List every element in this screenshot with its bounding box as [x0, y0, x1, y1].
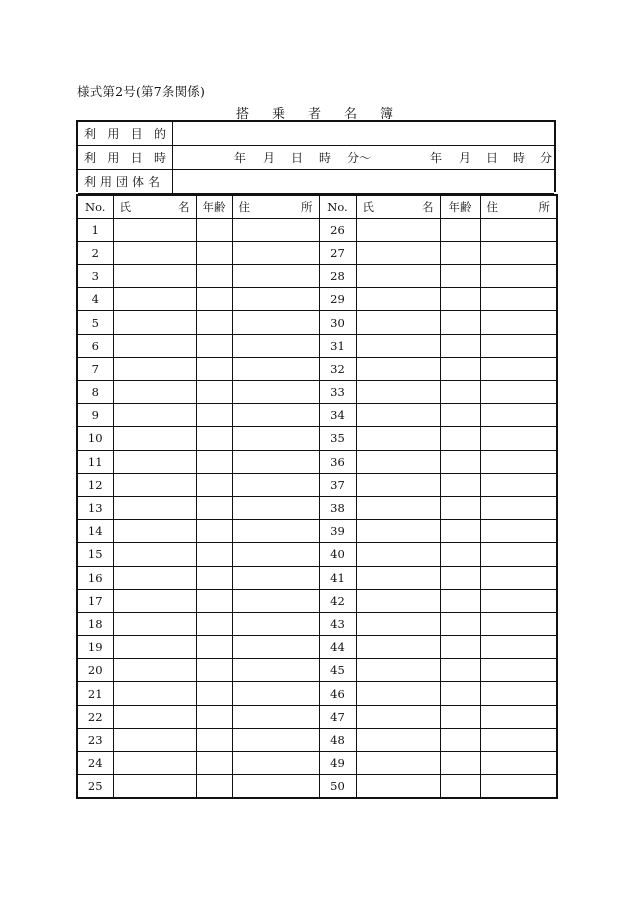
passenger-age-cell[interactable]	[440, 705, 480, 728]
passenger-age-cell[interactable]	[440, 265, 480, 288]
table-row	[77, 381, 557, 404]
header-char: 住	[486, 199, 498, 214]
passenger-address-cell[interactable]	[480, 612, 557, 635]
passenger-address-cell[interactable]	[232, 496, 319, 519]
passenger-name-cell[interactable]	[113, 520, 196, 543]
header-address-left	[232, 195, 319, 218]
passenger-age-cell[interactable]	[440, 543, 480, 566]
passenger-number: 9	[77, 404, 113, 427]
passenger-number: 47	[319, 705, 356, 728]
usage-info-box	[76, 120, 556, 192]
passenger-name-cell[interactable]	[113, 659, 196, 682]
label-char: 的	[153, 127, 166, 141]
passenger-number: 41	[319, 566, 356, 589]
date-row	[78, 146, 554, 170]
passenger-address-cell[interactable]	[480, 705, 557, 728]
passenger-age-cell[interactable]	[440, 589, 480, 612]
passenger-address-cell[interactable]	[232, 427, 319, 450]
group-label-text: 利用団体名	[84, 175, 165, 189]
passenger-number: 32	[319, 357, 356, 380]
header-address-right	[480, 195, 557, 218]
header-char: 氏	[362, 199, 374, 214]
passenger-number: 34	[319, 404, 356, 427]
passenger-name-cell[interactable]	[356, 427, 440, 450]
passenger-number: 12	[77, 473, 113, 496]
passenger-number: 1	[77, 218, 113, 241]
passenger-age-cell[interactable]	[440, 682, 480, 705]
passenger-number: 17	[77, 589, 113, 612]
date-from-hour: 時	[319, 151, 332, 165]
passenger-address-cell[interactable]	[232, 218, 319, 241]
passenger-number: 26	[319, 218, 356, 241]
purpose-label	[78, 122, 173, 145]
passenger-address-cell[interactable]	[232, 288, 319, 311]
group-label	[78, 170, 173, 193]
table-row	[77, 520, 557, 543]
passenger-address-cell[interactable]	[232, 241, 319, 264]
table-row	[77, 241, 557, 264]
header-char: 氏	[119, 199, 131, 214]
passenger-number: 13	[77, 496, 113, 519]
table-row	[77, 566, 557, 589]
passenger-age-cell[interactable]	[440, 450, 480, 473]
passenger-address-cell[interactable]	[480, 311, 557, 334]
passenger-name-cell[interactable]	[113, 311, 196, 334]
passenger-age-cell[interactable]	[440, 381, 480, 404]
passenger-number: 45	[319, 659, 356, 682]
label-char: 用	[107, 151, 120, 165]
date-to-day: 日	[486, 151, 499, 165]
passenger-address-cell[interactable]	[480, 357, 557, 380]
table-row	[77, 496, 557, 519]
table-row	[77, 612, 557, 635]
passenger-address-cell[interactable]	[480, 450, 557, 473]
passenger-address-cell[interactable]	[232, 450, 319, 473]
passenger-address-cell[interactable]	[232, 473, 319, 496]
passenger-address-cell[interactable]	[480, 728, 557, 751]
passenger-age-cell[interactable]	[196, 381, 232, 404]
passenger-number: 3	[77, 265, 113, 288]
passenger-number: 18	[77, 612, 113, 635]
passenger-number: 46	[319, 682, 356, 705]
title-char: 者	[308, 107, 322, 122]
table-header-row	[77, 195, 557, 218]
passenger-address-cell[interactable]	[232, 566, 319, 589]
passenger-address-cell[interactable]	[232, 612, 319, 635]
header-char: 所	[538, 199, 550, 214]
title-char: 搭	[236, 107, 250, 122]
passenger-name-cell[interactable]	[356, 566, 440, 589]
table-row	[77, 450, 557, 473]
passenger-age-cell[interactable]	[196, 659, 232, 682]
passenger-age-cell[interactable]	[440, 241, 480, 264]
passenger-number: 30	[319, 311, 356, 334]
passenger-address-cell[interactable]	[480, 404, 557, 427]
passenger-name-cell[interactable]	[356, 589, 440, 612]
passenger-name-cell[interactable]	[356, 334, 440, 357]
passenger-age-cell[interactable]	[196, 612, 232, 635]
passenger-age-cell[interactable]	[196, 288, 232, 311]
passenger-age-cell[interactable]	[196, 636, 232, 659]
passenger-name-cell[interactable]	[356, 218, 440, 241]
passenger-age-cell[interactable]	[196, 357, 232, 380]
header-name-right	[356, 195, 440, 218]
label-char: 日	[130, 151, 143, 165]
passenger-name-cell[interactable]	[356, 381, 440, 404]
purpose-row	[78, 122, 554, 146]
passenger-name-cell[interactable]	[356, 311, 440, 334]
passenger-number: 49	[319, 752, 356, 775]
passenger-address-cell[interactable]	[480, 775, 557, 798]
passenger-number: 6	[77, 334, 113, 357]
passenger-name-cell[interactable]	[356, 288, 440, 311]
passenger-number: 21	[77, 682, 113, 705]
passenger-name-cell[interactable]	[356, 241, 440, 264]
label-char: 利	[84, 151, 97, 165]
passenger-address-cell[interactable]	[480, 473, 557, 496]
passenger-address-cell[interactable]	[480, 589, 557, 612]
passenger-address-cell[interactable]	[232, 265, 319, 288]
passenger-age-cell[interactable]	[440, 775, 480, 798]
label-char: 利	[84, 127, 97, 141]
passenger-name-cell[interactable]	[356, 752, 440, 775]
passenger-address-cell[interactable]	[232, 659, 319, 682]
passenger-number: 10	[77, 427, 113, 450]
passenger-age-cell[interactable]	[440, 473, 480, 496]
passenger-name-cell[interactable]	[113, 543, 196, 566]
passenger-number: 5	[77, 311, 113, 334]
passenger-name-cell[interactable]	[113, 682, 196, 705]
form-number-label: 様式第2号(第7条関係)	[77, 84, 206, 99]
passenger-address-cell[interactable]	[232, 589, 319, 612]
passenger-name-cell[interactable]	[113, 427, 196, 450]
passenger-age-cell[interactable]	[440, 728, 480, 751]
passenger-address-cell[interactable]	[480, 427, 557, 450]
date-from-year: 年	[234, 151, 247, 165]
table-row	[77, 311, 557, 334]
passenger-address-cell[interactable]	[480, 520, 557, 543]
passenger-name-cell[interactable]	[113, 728, 196, 751]
passenger-name-cell[interactable]	[113, 496, 196, 519]
passenger-number: 44	[319, 636, 356, 659]
passenger-number: 4	[77, 288, 113, 311]
passenger-address-cell[interactable]	[480, 543, 557, 566]
passenger-name-cell[interactable]	[113, 381, 196, 404]
passenger-number: 37	[319, 473, 356, 496]
label-char: 目	[130, 127, 143, 141]
passenger-address-cell[interactable]	[480, 496, 557, 519]
table-row	[77, 752, 557, 775]
passenger-age-cell[interactable]	[196, 566, 232, 589]
table-row	[77, 636, 557, 659]
passenger-age-cell[interactable]	[196, 775, 232, 798]
passenger-name-cell[interactable]	[113, 636, 196, 659]
passenger-number: 38	[319, 496, 356, 519]
passenger-age-cell[interactable]	[440, 334, 480, 357]
passenger-address-cell[interactable]	[480, 566, 557, 589]
passenger-address-cell[interactable]	[232, 705, 319, 728]
passenger-age-cell[interactable]	[440, 288, 480, 311]
passenger-age-cell[interactable]	[440, 566, 480, 589]
passenger-number: 31	[319, 334, 356, 357]
passenger-address-cell[interactable]	[232, 381, 319, 404]
passenger-name-cell[interactable]	[113, 450, 196, 473]
passenger-age-cell[interactable]	[440, 496, 480, 519]
passenger-number: 33	[319, 381, 356, 404]
passenger-age-cell[interactable]	[440, 427, 480, 450]
passenger-number: 36	[319, 450, 356, 473]
table-row	[77, 357, 557, 380]
passenger-number: 42	[319, 589, 356, 612]
passenger-number: 43	[319, 612, 356, 635]
date-from-month: 月	[263, 151, 276, 165]
passenger-number: 39	[319, 520, 356, 543]
passenger-number: 20	[77, 659, 113, 682]
passenger-address-cell[interactable]	[232, 334, 319, 357]
passenger-address-cell[interactable]	[232, 775, 319, 798]
passenger-number: 2	[77, 241, 113, 264]
passenger-name-cell[interactable]	[113, 334, 196, 357]
passenger-age-cell[interactable]	[440, 636, 480, 659]
passenger-age-cell[interactable]	[196, 682, 232, 705]
passenger-name-cell[interactable]	[113, 752, 196, 775]
passenger-name-cell[interactable]	[356, 728, 440, 751]
passenger-age-cell[interactable]	[440, 520, 480, 543]
passenger-name-cell[interactable]	[113, 265, 196, 288]
passenger-number: 8	[77, 381, 113, 404]
passenger-number: 23	[77, 728, 113, 751]
passenger-address-cell[interactable]	[480, 381, 557, 404]
table-row	[77, 659, 557, 682]
group-row	[78, 170, 554, 194]
passenger-address-cell[interactable]	[480, 636, 557, 659]
passenger-age-cell[interactable]	[196, 218, 232, 241]
passenger-address-cell[interactable]	[480, 682, 557, 705]
header-no-right: No.	[319, 195, 356, 218]
passenger-address-cell[interactable]	[480, 241, 557, 264]
passenger-age-cell[interactable]	[196, 496, 232, 519]
header-age-left: 年齢	[196, 195, 232, 218]
passenger-age-cell[interactable]	[196, 427, 232, 450]
passenger-number: 16	[77, 566, 113, 589]
table-row	[77, 334, 557, 357]
passenger-address-cell[interactable]	[480, 265, 557, 288]
passenger-address-cell[interactable]	[480, 659, 557, 682]
passenger-age-cell[interactable]	[196, 543, 232, 566]
passenger-address-cell[interactable]	[232, 636, 319, 659]
passenger-address-cell[interactable]	[232, 543, 319, 566]
passenger-number: 50	[319, 775, 356, 798]
date-from-minute: 分～	[347, 151, 372, 165]
date-to-hour: 時	[513, 151, 526, 165]
passenger-name-cell[interactable]	[356, 775, 440, 798]
passenger-age-cell[interactable]	[196, 728, 232, 751]
passenger-name-cell[interactable]	[113, 288, 196, 311]
passenger-address-cell[interactable]	[232, 520, 319, 543]
passenger-address-cell[interactable]	[232, 752, 319, 775]
passenger-age-cell[interactable]	[196, 589, 232, 612]
passenger-age-cell[interactable]	[440, 218, 480, 241]
passenger-address-cell[interactable]	[480, 288, 557, 311]
label-char: 時	[153, 151, 166, 165]
passenger-age-cell[interactable]	[440, 404, 480, 427]
passenger-age-cell[interactable]	[196, 311, 232, 334]
passenger-name-cell[interactable]	[113, 775, 196, 798]
passenger-age-cell[interactable]	[440, 752, 480, 775]
header-name-left	[113, 195, 196, 218]
passenger-address-cell[interactable]	[232, 357, 319, 380]
passenger-name-cell[interactable]	[356, 612, 440, 635]
passenger-age-cell[interactable]	[196, 241, 232, 264]
header-age-right: 年齢	[440, 195, 480, 218]
passenger-age-cell[interactable]	[196, 473, 232, 496]
passenger-number: 25	[77, 775, 113, 798]
passenger-name-cell[interactable]	[356, 543, 440, 566]
passenger-name-cell[interactable]	[113, 473, 196, 496]
passenger-name-cell[interactable]	[356, 404, 440, 427]
passenger-name-cell[interactable]	[356, 682, 440, 705]
passenger-name-cell[interactable]	[356, 636, 440, 659]
passenger-name-cell[interactable]	[356, 705, 440, 728]
passenger-age-cell[interactable]	[196, 334, 232, 357]
passenger-address-cell[interactable]	[480, 334, 557, 357]
passenger-name-cell[interactable]	[113, 404, 196, 427]
table-row	[77, 682, 557, 705]
passenger-name-cell[interactable]	[113, 218, 196, 241]
table-row	[77, 543, 557, 566]
passenger-name-cell[interactable]	[113, 612, 196, 635]
table-row	[77, 728, 557, 751]
passenger-age-cell[interactable]	[196, 705, 232, 728]
title-char: 乗	[272, 107, 286, 122]
passenger-number: 15	[77, 543, 113, 566]
table-row	[77, 404, 557, 427]
table-row	[77, 265, 557, 288]
passenger-number: 19	[77, 636, 113, 659]
passenger-age-cell[interactable]	[196, 520, 232, 543]
header-char: 名	[178, 199, 190, 214]
date-to-year: 年	[430, 151, 443, 165]
passenger-table	[76, 194, 558, 799]
passenger-age-cell[interactable]	[196, 450, 232, 473]
table-row	[77, 218, 557, 241]
passenger-number: 48	[319, 728, 356, 751]
passenger-name-cell[interactable]	[113, 589, 196, 612]
passenger-name-cell[interactable]	[113, 357, 196, 380]
passenger-age-cell[interactable]	[196, 404, 232, 427]
table-row	[77, 775, 557, 798]
date-to-minute: 分	[540, 151, 553, 165]
passenger-address-cell[interactable]	[232, 404, 319, 427]
title-char: 名	[344, 107, 358, 122]
passenger-name-cell[interactable]	[356, 265, 440, 288]
date-from-day: 日	[291, 151, 304, 165]
header-char: 住	[238, 199, 250, 214]
passenger-address-cell[interactable]	[232, 728, 319, 751]
passenger-address-cell[interactable]	[232, 682, 319, 705]
passenger-age-cell[interactable]	[440, 659, 480, 682]
passenger-number: 11	[77, 450, 113, 473]
passenger-name-cell[interactable]	[113, 241, 196, 264]
passenger-name-cell[interactable]	[356, 496, 440, 519]
passenger-number: 28	[319, 265, 356, 288]
passenger-name-cell[interactable]	[356, 473, 440, 496]
passenger-age-cell[interactable]	[440, 357, 480, 380]
passenger-number: 22	[77, 705, 113, 728]
passenger-number: 7	[77, 357, 113, 380]
table-row	[77, 705, 557, 728]
table-row	[77, 589, 557, 612]
passenger-name-cell[interactable]	[113, 705, 196, 728]
passenger-name-cell[interactable]	[356, 450, 440, 473]
header-no-left: No.	[77, 195, 113, 218]
passenger-name-cell[interactable]	[113, 566, 196, 589]
title-char: 簿	[380, 107, 394, 122]
passenger-number: 40	[319, 543, 356, 566]
passenger-number: 35	[319, 427, 356, 450]
header-char: 所	[301, 199, 313, 214]
passenger-name-cell[interactable]	[356, 659, 440, 682]
passenger-number: 24	[77, 752, 113, 775]
passenger-age-cell[interactable]	[196, 265, 232, 288]
passenger-number: 29	[319, 288, 356, 311]
passenger-age-cell[interactable]	[440, 612, 480, 635]
passenger-address-cell[interactable]	[232, 311, 319, 334]
table-row	[77, 473, 557, 496]
passenger-address-cell[interactable]	[480, 752, 557, 775]
date-to-month: 月	[459, 151, 472, 165]
passenger-address-cell[interactable]	[480, 218, 557, 241]
passenger-name-cell[interactable]	[356, 520, 440, 543]
date-label	[78, 146, 173, 169]
header-char: 名	[422, 199, 434, 214]
passenger-number: 27	[319, 241, 356, 264]
table-row	[77, 288, 557, 311]
passenger-age-cell[interactable]	[440, 311, 480, 334]
label-char: 用	[107, 127, 120, 141]
passenger-number: 14	[77, 520, 113, 543]
table-row	[77, 427, 557, 450]
passenger-age-cell[interactable]	[196, 752, 232, 775]
passenger-name-cell[interactable]	[356, 357, 440, 380]
